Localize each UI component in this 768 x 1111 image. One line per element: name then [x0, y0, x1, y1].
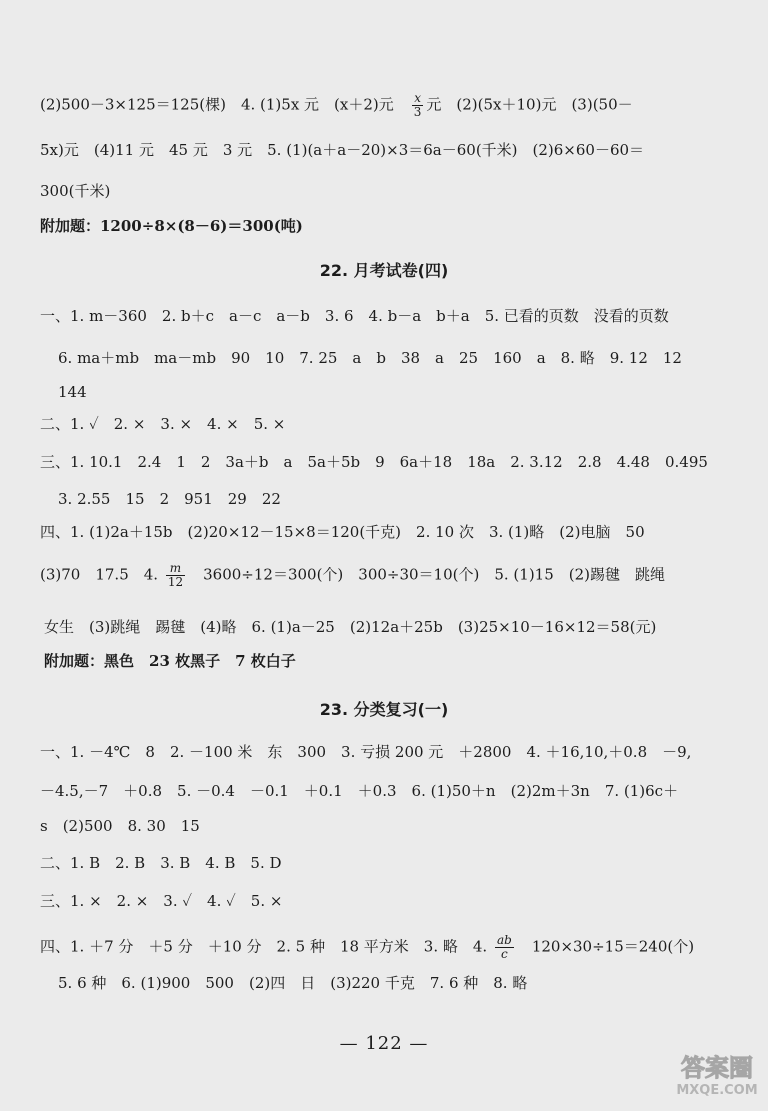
text-line: 四、1. (1)2a＋15b (2)20×12－15×8＝120(千克) 2. 10 次 3. (1)略 (2)电脑 50 [40, 523, 645, 541]
text-line: 一、1. －4℃ 8 2. －100 米 东 300 3. 亏损 200 元 ＋2800 4. ＋16,10,＋0.8 －9, [40, 743, 692, 761]
fraction: $\frac{ab}{c}$ [496, 933, 512, 961]
fraction: $\frac{m}{12}$ [167, 561, 184, 589]
watermark-top: 答案圈 [681, 1054, 753, 1082]
text-line: 附加题：1200÷8×(8－6)＝300(吨) [40, 217, 303, 235]
text-line: 5. 6 种 6. (1)900 500 (2)四 日 (3)220 千克 7. 6 种 8. 略 [58, 974, 528, 992]
text-line: 四、1. ＋7 分 ＋5 分 ＋10 分 2. 5 种 18 平方米 3. 略 4. $\frac{ab}{c}$ 120×30÷15＝240(个) [40, 933, 695, 961]
text-line: 二、1. ✓ 2. × 3. × 4. × 5. × [40, 415, 286, 433]
text-line: s (2)500 8. 30 15 [40, 817, 200, 835]
text-line: 二、1. B 2. B 3. B 4. B 5. D [40, 854, 282, 872]
section-heading: 23. 分类复习(一) [319, 700, 449, 719]
text-line: (3)70 17.5 4. $\frac{m}{12}$ 3600÷12＝300(个) 300÷30＝10(个) 5. (1)15 (2)踢毽 跳绳 [40, 561, 666, 589]
text-line: 6. ma＋mb ma－mb 90 10 7. 25 a b 38 a 25 160 a 8. 略 9. 12 12 [58, 349, 682, 367]
section-heading: 22. 月考试卷(四) [319, 261, 449, 280]
text-line: (2)500－3×125＝125(棵) 4. (1)5x 元 (x＋2)元 $\frac{x}{3}$ 元 (2)(5x＋10)元 (3)(50－ [40, 91, 633, 119]
page-number: — 122 — [339, 1033, 429, 1054]
text-line: －4.5,－7 ＋0.8 5. －0.4 －0.1 ＋0.1 ＋0.3 6. (1)50＋n (2)2m＋3n 7. (1)6c＋ [40, 782, 679, 800]
text-line: 5x)元 (4)11 元 45 元 3 元 5. (1)(a＋a－20)×3＝6a－60(千米) (2)6×60－60＝ [40, 141, 645, 159]
watermark-url: MXQE.COM [676, 1083, 758, 1098]
text-line: 附加题：黑色 23 枚黑子 7 枚白子 [44, 652, 296, 670]
text-line: 144 [58, 383, 87, 401]
watermark-logo [672, 1053, 762, 1105]
text-line: 女生 (3)跳绳 踢毽 (4)略 6. (1)a－25 (2)12a＋25b (3)25×10－16×12＝58(元) [44, 618, 657, 636]
text-line: 3. 2.55 15 2 951 29 22 [58, 490, 281, 508]
text-line: 三、1. 10.1 2.4 1 2 3a＋b a 5a＋5b 9 6a＋18 18a 2. 3.12 2.8 4.48 0.495 [40, 453, 708, 471]
text-line: 300(千米) [40, 182, 111, 200]
fraction: $\frac{x}{3}$ [413, 91, 422, 119]
text-line: 三、1. × 2. × 3. ✓ 4. ✓ 5. × [40, 892, 283, 910]
text-line: 一、1. m－360 2. b＋c a－c a－b 3. 6 4. b－a b＋a 5. 已看的页数 没看的页数 [40, 307, 669, 325]
